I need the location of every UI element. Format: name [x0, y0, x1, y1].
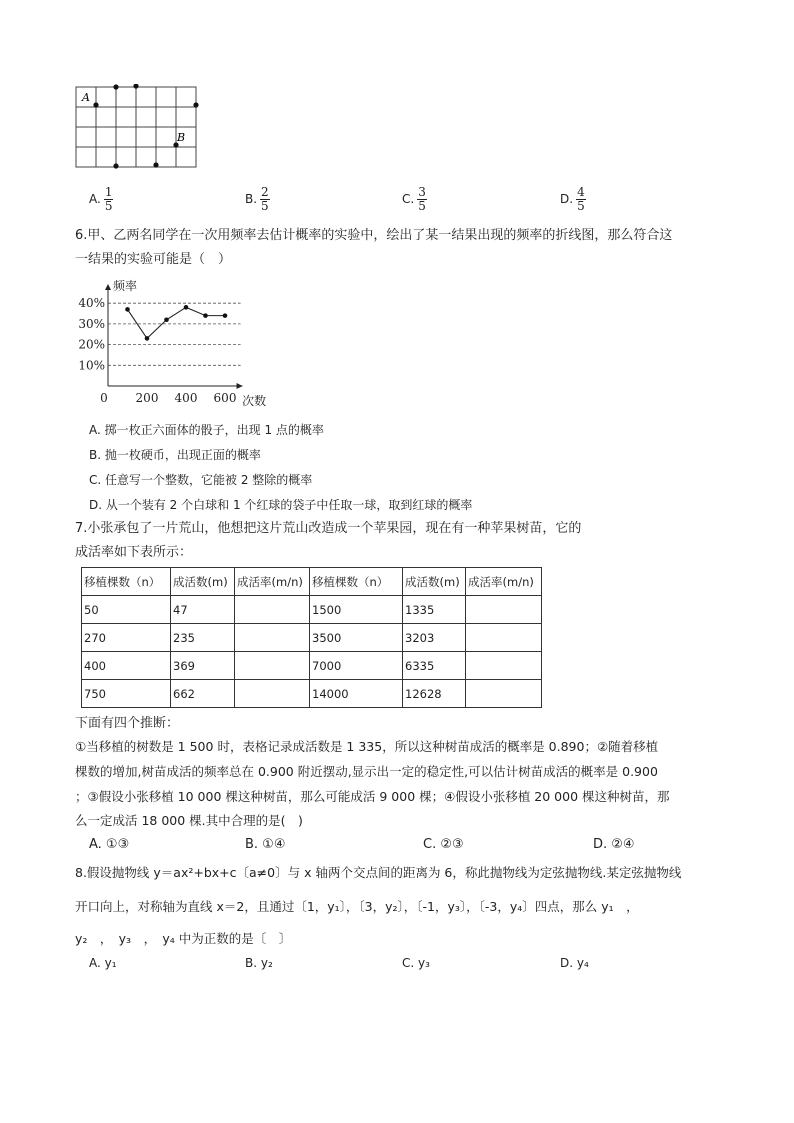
table-cell: 47: [171, 596, 235, 624]
q5-option-d[interactable]: [560, 186, 586, 213]
table-cell: 235: [171, 624, 235, 652]
table-header-cell: 成活数(m): [403, 568, 466, 596]
data-point: [164, 317, 169, 322]
q8-stem-line1: 8.假设抛物线 y＝ax²+bx+c〔a≠0〕与 x 轴两个交点间的距离为 6，称此抛物线为定弦抛物线.某定弦抛物线: [75, 865, 682, 880]
y-tick-label: 30%: [78, 316, 105, 331]
table-header-cell: 成活数(m): [171, 568, 235, 596]
table-cell: [235, 624, 310, 652]
y-tick-label: 40%: [78, 296, 105, 311]
q8-stem-line2: 开口向上，对称轴为直线 x＝2，且通过〔1，y₁〕，〔3，y₂〕，〔-1，y₃〕，〔-3，y₄〕四点，那么 y₁ ，: [75, 899, 639, 914]
table-cell: 6335: [403, 652, 466, 680]
table-cell: 50: [82, 596, 171, 624]
table-row: [82, 652, 542, 680]
x-tick-label: 600: [213, 391, 237, 405]
table-cell: [466, 680, 542, 708]
table-header-cell: 移植棵数（n）: [82, 568, 171, 596]
grid-point: [113, 163, 118, 168]
fraction: $\frac{2}{5}$: [261, 185, 269, 213]
table-cell: [466, 652, 542, 680]
q8-stem-line3: y₂ ， y₃ ， y₄ 中为正数的是〔 〕: [75, 931, 292, 946]
table-cell: 1335: [403, 596, 466, 624]
grid-figure: [72, 84, 204, 172]
q8-option-c[interactable]: C. y₃: [402, 956, 430, 970]
data-point: [203, 313, 208, 318]
q7-intro: 下面有四个推断：: [75, 716, 180, 731]
grid-point: [93, 102, 98, 107]
y-axis-label: 频率: [113, 279, 138, 293]
option-letter: B.: [245, 192, 258, 206]
q6-stem-line1: 6.甲、乙两名同学在一次用频率去估计概率的实验中，绘出了某一结果出现的频率的折线图，那么符合这: [75, 228, 673, 243]
q8-option-a[interactable]: A. y₁: [89, 956, 117, 970]
table-cell: [235, 680, 310, 708]
table-header-cell: 移植棵数（n）: [310, 568, 403, 596]
table-cell: 3500: [310, 624, 403, 652]
q5-option-c[interactable]: [402, 186, 427, 213]
grid-point: [153, 162, 158, 167]
table-cell: 400: [82, 652, 171, 680]
option-letter: A.: [89, 192, 101, 206]
q7-option-a[interactable]: A. ①③: [89, 837, 130, 852]
x-axis-label: 次数: [242, 394, 267, 408]
table-cell: 369: [171, 652, 235, 680]
q7-stem-line2: 成活率如下表所示：: [75, 545, 193, 560]
table-cell: 12628: [403, 680, 466, 708]
table-cell: [235, 596, 310, 624]
y-axis-arrow: [105, 284, 111, 290]
table-cell: 3203: [403, 624, 466, 652]
q6-option-a[interactable]: A. 掷一枚正六面体的骰子，出现 1 点的概率: [89, 423, 324, 437]
x-axis-arrow: [237, 383, 243, 389]
q7-inference-line2: 棵数的增加,树苗成活的频率总在 0.900 附近摆动,显示出一定的稳定性,可以估计树苗成活的概率是 0.900: [75, 764, 658, 779]
grid-point: [133, 84, 138, 89]
table-cell: 270: [82, 624, 171, 652]
series-line: [128, 307, 226, 338]
table-cell: 750: [82, 680, 171, 708]
grid-point: [193, 102, 198, 107]
table-cell: 662: [171, 680, 235, 708]
q7-option-c[interactable]: C. ②③: [423, 837, 464, 852]
table-cell: [466, 596, 542, 624]
data-point: [223, 313, 228, 318]
q8-option-b[interactable]: B. y₂: [245, 956, 273, 970]
table-cell: [466, 624, 542, 652]
q6-option-d[interactable]: D. 从一个装有 2 个白球和 1 个红球的袋子中任取一球，取到红球的概率: [89, 498, 473, 512]
point-a-label: A: [82, 91, 90, 104]
q7-option-d[interactable]: D. ②④: [593, 837, 635, 852]
q8-option-d[interactable]: D. y₄: [560, 956, 589, 970]
table-row: [82, 624, 542, 652]
x-tick-label: 0: [100, 391, 108, 405]
q7-inference-line1: ①当移植的树数是 1 500 时，表格记录成活数是 1 335，所以这种树苗成活的概率是 0.890；②随着移植: [75, 739, 659, 754]
fraction: $\frac{1}{5}$: [104, 185, 113, 213]
data-point: [145, 336, 150, 341]
table-header-cell: 成活率(m/n): [235, 568, 310, 596]
x-tick-label: 200: [135, 391, 159, 405]
q7-inference-line3: ；③假设小张移植 10 000 棵这种树苗，那么可能成活 9 000 棵；④假设小张移植 20 000 棵这种树苗，那: [75, 789, 670, 804]
q7-inference-line4: 么一定成活 18 000 棵.其中合理的是( ): [75, 813, 303, 828]
survival-rate-table: [81, 567, 542, 708]
table-cell: 7000: [310, 652, 403, 680]
fraction: $\frac{3}{5}$: [418, 185, 426, 213]
table-header-cell: 成活率(m/n): [466, 568, 542, 596]
q5-option-a[interactable]: [89, 186, 113, 213]
frequency-line-chart: [70, 276, 280, 412]
point-b-label: B: [177, 131, 186, 144]
table-cell: [235, 652, 310, 680]
data-point: [184, 305, 189, 310]
y-tick-label: 10%: [78, 358, 105, 373]
table-cell: 14000: [310, 680, 403, 708]
q7-option-b[interactable]: B. ①④: [245, 837, 286, 852]
q5-option-b[interactable]: [245, 186, 270, 213]
q6-stem-line2: 一结果的实验可能是（ ）: [75, 252, 232, 267]
table-row: [82, 680, 542, 708]
q6-option-c[interactable]: C. 任意写一个整数，它能被 2 整除的概率: [89, 473, 313, 487]
x-tick-label: 400: [174, 391, 198, 405]
data-point: [125, 307, 130, 312]
fraction: $\frac{4}{5}$: [577, 185, 585, 213]
option-letter: D.: [560, 192, 574, 206]
table-row: [82, 596, 542, 624]
q7-stem-line1: 7.小张承包了一片荒山，他想把这片荒山改造成一个苹果园，现在有一种苹果树苗，它的: [75, 521, 582, 536]
table-cell: 1500: [310, 596, 403, 624]
y-tick-label: 20%: [78, 337, 105, 352]
table-header-row: [82, 568, 542, 596]
option-letter: C.: [402, 192, 415, 206]
grid-point: [113, 84, 118, 89]
q6-option-b[interactable]: B. 抛一枚硬币，出现正面的概率: [89, 448, 261, 462]
